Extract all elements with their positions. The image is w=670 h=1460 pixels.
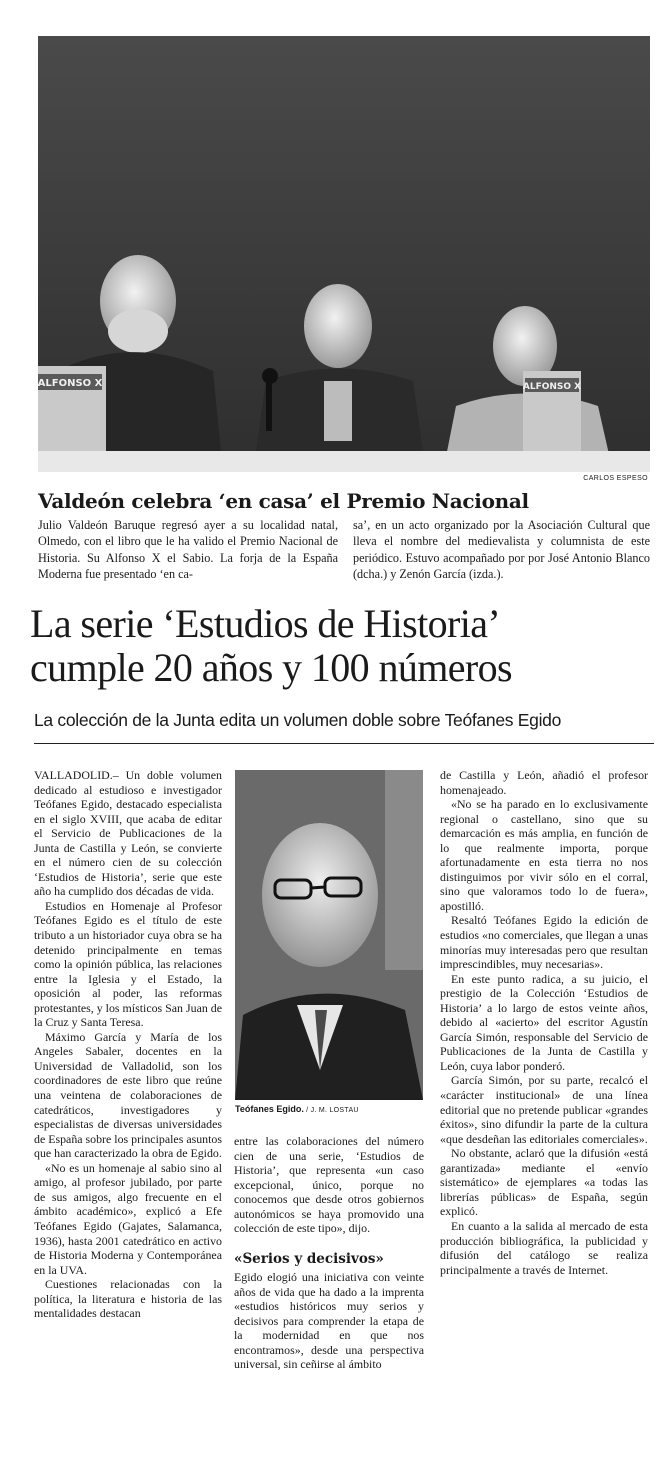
paragraph: «No es un homenaje al sabio sino al amigo, al profesor jubilado, por parte de sus amigos, algo frecuente en el ámbito académico», explicó a Efe Teófanes Egido (Gajates, Salamanca, 1936), hasta 2001 catedrático en activo de Historia Moderna y Contemporánea en la UVA. — [34, 1160, 222, 1277]
paragraph: Máximo García y María de los Angeles Sabaler, docentes en la Universidad de Valladolid, son los coordinadores de este libro que reúne una veintena de colaboraciones de catedráticos, investigadores y especialistas de diversas universidades de España sobre los principales asuntos que han caracterizado la obra de Egido. — [34, 1029, 222, 1161]
sub-story-text-left: Julio Valdeón Baruque regresó ayer a su localidad natal, Olmedo, con el libro que le ha valido el Premio Nacional de Historia. Su Alfonso X el Sabio. La forja de la España Moderna fue presentado ‘en ca- — [38, 518, 338, 582]
portrait-caption — [235, 1104, 359, 1114]
article-column-3 — [440, 768, 648, 1277]
book-title-left: ALFONSO X — [38, 378, 103, 389]
caption-credit: / J. M. LOSTAU — [303, 1107, 359, 1114]
portrait-photo — [235, 770, 423, 1100]
paragraph: de Castilla y León, añadió el profesor homenajeado. — [440, 768, 648, 797]
article-column-2 — [234, 1134, 424, 1236]
paragraph: No obstante, aclaró que la difusión «está garantizada» mediante el «envío sistemático» de ejemplares «a todas las librerías públicas» de España, según explicó. — [440, 1146, 648, 1219]
article-column-2-continued — [234, 1270, 424, 1372]
paragraph: Cuestiones relacionadas con la política, la literatura e historia de las mentalidades destacan — [34, 1277, 222, 1321]
main-headline — [30, 602, 660, 690]
divider-rule — [34, 743, 654, 744]
book-title-right: ALFONSO X — [522, 382, 582, 392]
presentation-photo-illustration — [38, 36, 650, 472]
portrait-illustration — [235, 770, 423, 1100]
top-photo — [38, 36, 650, 472]
paragraph: VALLADOLID.– Un doble volumen dedicado al estudioso e investigador Teófanes Egido, destacado especialista en el siglo XVIII, que acaba de editar el Servicio de Publicaciones de la Junta de Castilla y León, se convierte en el número cien de su colección ‘Estudios de Historia’, serie que este año ha cumplido dos décadas de vida. — [34, 768, 222, 899]
paragraph: Egido elogió una iniciativa con veinte años de vida que ha dado a la imprenta «estudios históricos muy serios y decisivos para comprender la etapa de la modernidad en que nos encontramos», desde una perspectiva universal, sin ceñirse al ámbito — [234, 1270, 424, 1372]
paragraph: Estudios en Homenaje al Profesor Teófanes Egido es el título de este tributo a un historiador cuya obra se ha detenido principalmente en temas como la opinión pública, las relaciones entre la Iglesia y el Estado, la oposición al poder, las reformas protestantes, y los místicos San Juan de la Cruz y Santa Teresa. — [34, 898, 222, 1030]
paragraph: En cuanto a la salida al mercado de esta producción bibliográfica, la publicidad y difusión del catálogo se realiza principalmente a través de Internet. — [440, 1218, 648, 1277]
paragraph: En este punto radica, a su juicio, el prestigio de la Colección ‘Estudios de Historia’ a lo largo de estos veinte años, debido al «acierto» del escritor Agustín García Simón, responsable del Servicio de Publicaciones de la Junta de Castilla y León, cuya labor ponderó. — [440, 971, 648, 1073]
paragraph: entre las colaboraciones del número cien de una serie, ‘Estudios de Historia’, que representa «un caso excepcional, único, porque no conocemos que desde otros gobiernos autonómicos se haya promovido una colección de este tipo», dijo. — [234, 1134, 424, 1236]
article-column-1 — [34, 768, 222, 1321]
caption-name: Teófanes Egido. — [235, 1104, 304, 1114]
sub-story-text-right: sa’, en un acto organizado por la Asociación Cultural que lleva el nombre del medievalista y columnista de este periódico. Estuvo acompañado por por José Antonio Blanco (dcha.) y Zenón García (izda.). — [353, 518, 650, 582]
headline-line-2: cumple 20 años y 100 números — [30, 645, 513, 690]
paragraph: García Simón, por su parte, recalcó el «carácter institucional» de una línea editorial que no pretende publicar «grandes éxitos», sino difundir la parte de la cultura «que desdeñan las editoriales comerciales». — [440, 1073, 648, 1146]
sub-story-title: Valdeón celebra ‘en casa’ el Premio Nacional — [38, 489, 529, 513]
paragraph: Resaltó Teófanes Egido la edición de estudios «no comerciales, que llegan a unas minorías muy interesadas pero que resultan imprescindibles, muy necesarias». — [440, 913, 648, 972]
headline-line-1: La serie ‘Estudios de Historia’ — [30, 601, 501, 646]
headline-deck: La colección de la Junta edita un volumen doble sobre Teófanes Egido — [34, 710, 562, 730]
column-subheading: «Serios y decisivos» — [234, 1251, 384, 1267]
photo-credit: CARLOS ESPESO — [583, 475, 648, 482]
paragraph: «No se ha parado en lo exclusivamente regional o castellano, sino que su demarcación es más amplia, en función de lo que realmente importa, porque afortunadamente en esta tierra no nos distinguimos por vivir sólo en el corral, sino que valoramos todo lo de fuera», apostilló. — [440, 797, 648, 913]
